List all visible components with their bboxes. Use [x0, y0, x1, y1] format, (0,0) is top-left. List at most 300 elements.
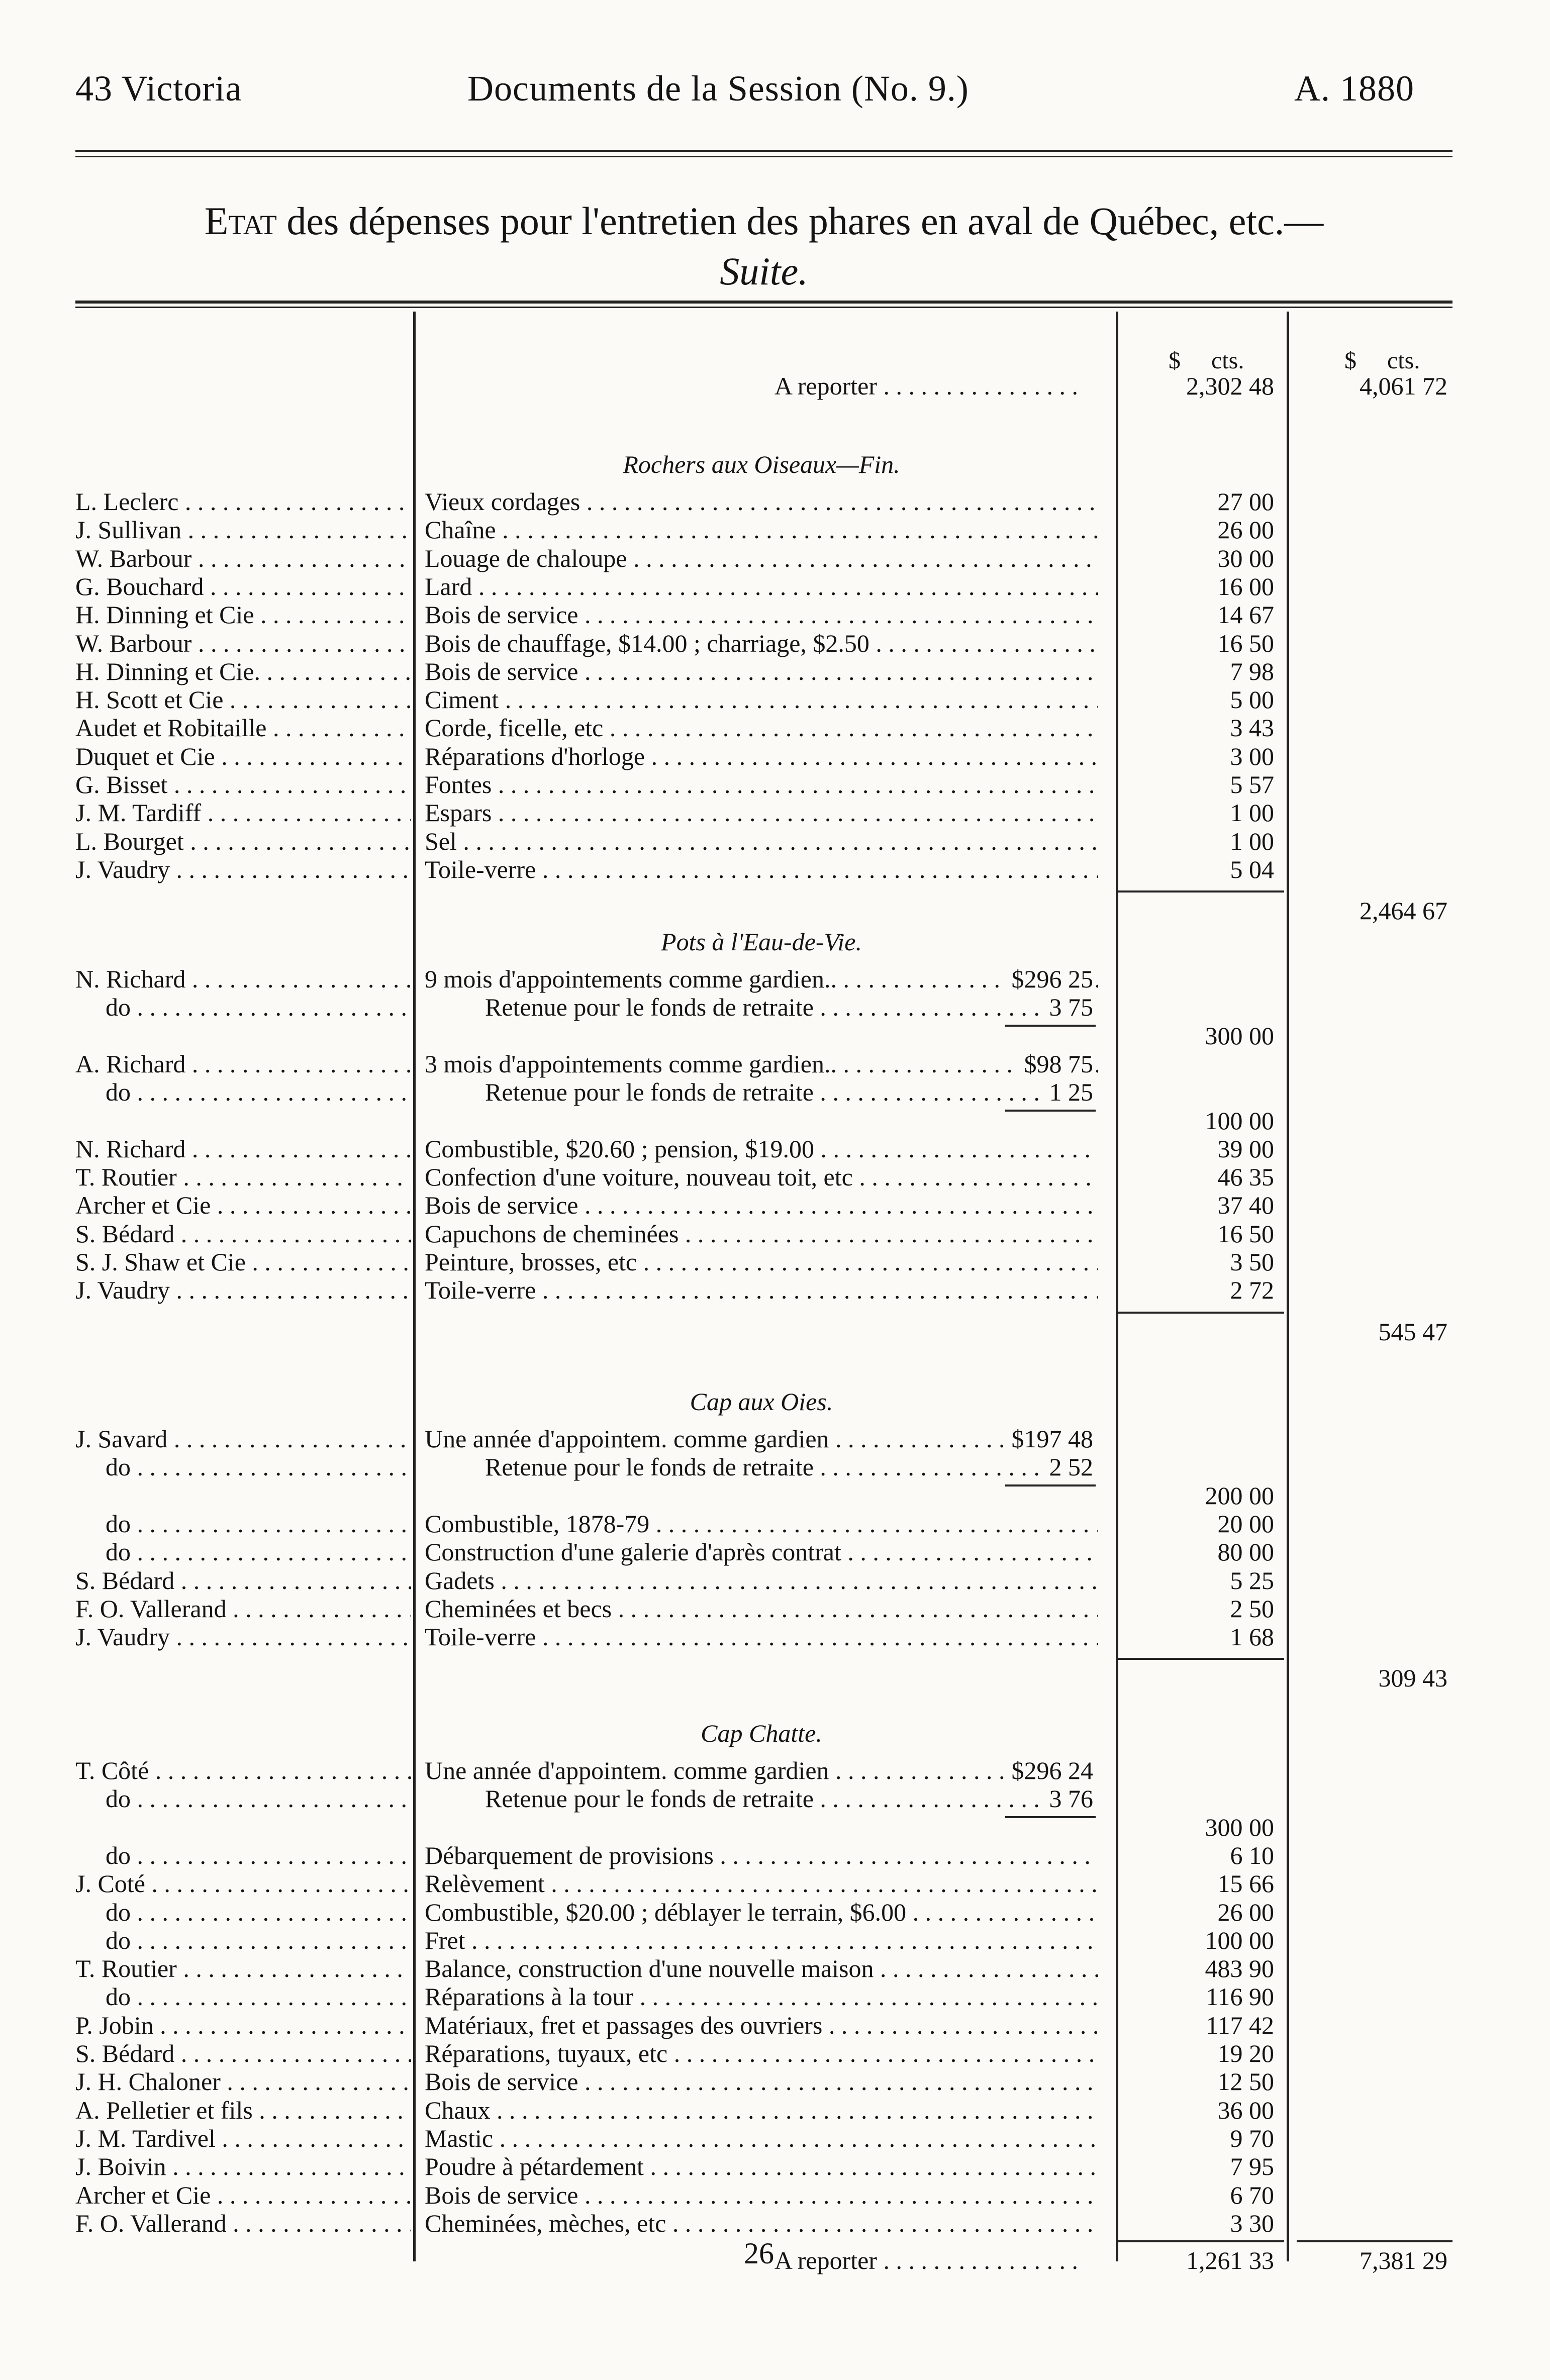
line-amount: 3 30: [1230, 2209, 1274, 2237]
payee-text: J. Coté: [75, 1869, 145, 1898]
payee-text: P. Jobin: [75, 2011, 154, 2039]
line-amount: 5 25: [1230, 1566, 1274, 1595]
payee-text: F. O. Vallerand: [75, 1594, 227, 1623]
expense-description: [425, 1425, 1098, 1453]
payee-name: [75, 2124, 411, 2152]
ledger-row: [0, 516, 1550, 544]
expense-description: [425, 2011, 1098, 2039]
payee-text: Audet et Robitaille: [75, 714, 267, 742]
expense-description: [425, 2209, 1098, 2237]
expense-description: [425, 993, 1098, 1021]
payee-name: [75, 1248, 411, 1276]
ledger-row: [0, 1926, 1550, 1954]
sub-amount: $197 48: [1005, 1425, 1094, 1453]
description-text: Combustible, 1878-79: [425, 1509, 650, 1538]
expense-description: [425, 1954, 1098, 1982]
line-amount: 26 00: [1217, 516, 1274, 544]
ledger-row: [0, 1982, 1550, 2011]
payee-text: S. Bédard: [75, 2039, 175, 2067]
line-amount: 7 98: [1230, 657, 1274, 685]
ledger-row: [0, 572, 1550, 601]
payee-name: [75, 1784, 411, 1813]
payee-name: [75, 544, 411, 572]
payee-name: [75, 2067, 411, 2096]
payee-text: J. Vaudry: [75, 1623, 170, 1651]
description-text: Bois de service: [425, 657, 578, 685]
expense-description: [425, 1538, 1098, 1566]
section-total-rule: [1118, 1658, 1284, 1660]
description-text: Confection d'une voiture, nouveau toit, etc: [425, 1163, 853, 1192]
payee-text: G. Bouchard: [75, 572, 204, 601]
line-amount: 19 20: [1217, 2039, 1274, 2067]
payee-name: [75, 685, 411, 714]
line-amount: 36 00: [1217, 2096, 1274, 2124]
payee-name: [75, 993, 411, 1021]
section-title: Pots à l'Eau-de-Vie.: [661, 928, 862, 956]
col2-dollar-head: $: [1344, 347, 1357, 374]
payee-name: [75, 1566, 411, 1595]
description-text: Cheminées et becs: [425, 1594, 612, 1623]
line-amount: 300 00: [1205, 1813, 1274, 1841]
expense-description: [425, 742, 1098, 770]
description-text: 9 mois d'appointements comme gardien..: [425, 965, 837, 993]
description-text: Louage de chaloupe: [425, 544, 627, 572]
payee-text: J. Sullivan: [75, 516, 182, 544]
description-text: Toile-verre: [425, 1623, 536, 1651]
description-text: Ciment: [425, 685, 499, 714]
section-total: 545 47: [1378, 1317, 1447, 1346]
section-title: Cap Chatte.: [701, 1719, 822, 1747]
sub-amount: 1 25: [1042, 1078, 1094, 1106]
ledger-row: [0, 993, 1550, 1021]
ledger-row: [0, 1869, 1550, 1898]
section-total-row: [0, 1318, 1550, 1346]
expense-description: [425, 1276, 1098, 1304]
payee-text: T. Routier: [75, 1163, 177, 1192]
payee-text: T. Côté: [75, 1756, 149, 1784]
ledger-row: [0, 1078, 1550, 1106]
description-text: Toile-verre: [425, 855, 536, 883]
payee-name: [75, 2209, 411, 2237]
ledger-row: [0, 2011, 1550, 2039]
line-amount: 12 50: [1217, 2067, 1274, 2096]
ledger-row: [0, 2209, 1550, 2237]
expense-description: [425, 516, 1098, 544]
payee-name: [75, 1841, 411, 1869]
payee-name: [75, 1954, 411, 1982]
sub-amount: $296 25: [1005, 965, 1094, 993]
ledger-row: [0, 2152, 1550, 2180]
expense-description: [425, 965, 1098, 993]
payee-name: [75, 1453, 411, 1481]
payee-name: [75, 629, 411, 657]
payee-name: [75, 2039, 411, 2067]
sub-amount: 3 76: [1042, 1784, 1094, 1813]
expense-description: [425, 1982, 1098, 2011]
page-number: 26: [744, 2237, 774, 2270]
ledger-row: [0, 629, 1550, 657]
payee-text: L. Bourget: [75, 827, 184, 855]
payee-name: [75, 1595, 411, 1623]
line-amount: 26 00: [1217, 1898, 1274, 1926]
description-text: Balance, construction d'une nouvelle maison: [425, 1954, 874, 1983]
line-amount: 1 00: [1230, 799, 1274, 827]
description-text: Fontes: [425, 770, 492, 799]
payee-name: [75, 965, 411, 993]
payee-name: [75, 2181, 411, 2209]
payee-text: S. J. Shaw et Cie: [75, 1248, 246, 1276]
description-text: Retenue pour le fonds de retraite: [485, 1784, 814, 1813]
line-amount: 5 00: [1230, 685, 1274, 714]
closing-rule-1: [1118, 2240, 1284, 2242]
payee-name: [75, 799, 411, 827]
payee-text: H. Dinning et Cie.: [75, 657, 261, 685]
description-text: Combustible, $20.00 ; déblayer le terrain, $6.00: [425, 1898, 907, 1926]
line-amount: 20 00: [1217, 1509, 1274, 1538]
ledger-row: [0, 1784, 1550, 1813]
line-amount: 2 72: [1230, 1276, 1274, 1305]
description-text: Gadets: [425, 1566, 495, 1595]
ledger-row: [0, 770, 1550, 799]
ledger-row: [0, 1841, 1550, 1869]
payee-name: [75, 1982, 411, 2011]
title-text: des dépenses pour l'entretien des phares en aval de Québec, etc.—: [276, 199, 1324, 243]
ledger-row: [0, 1453, 1550, 1481]
ledger-row: [0, 1276, 1550, 1304]
expense-description: [425, 1453, 1098, 1481]
ledger-row: [0, 1954, 1550, 1982]
ledger-row: [0, 1425, 1550, 1453]
ledger-row: [0, 714, 1550, 742]
payee-text: do: [106, 1784, 131, 1813]
description-text: Une année d'appointem. comme gardien: [425, 1425, 829, 1453]
line-amount: 30 00: [1217, 544, 1274, 572]
line-amount: 39 00: [1217, 1134, 1274, 1163]
description-text: Capuchons de cheminées: [425, 1219, 679, 1248]
description-text: Mastic: [425, 2124, 494, 2152]
expense-description: [425, 2067, 1098, 2096]
payee-name: [75, 827, 411, 855]
ledger-row: [0, 1163, 1550, 1191]
closing-label: A reporter . . . . . . . . . . . . . . . .: [774, 2246, 1078, 2274]
ledger-row: [0, 1022, 1550, 1050]
expense-description: [425, 2181, 1098, 2209]
payee-name: [75, 1898, 411, 1926]
payee-name: [75, 1163, 411, 1191]
line-amount: 1 68: [1230, 1623, 1274, 1651]
payee-name: [75, 770, 411, 799]
line-amount: 300 00: [1205, 1021, 1274, 1050]
opening-label: A reporter . . . . . . . . . . . . . . . .: [774, 372, 1078, 400]
ledger-row: [0, 1191, 1550, 1219]
line-amount: 46 35: [1217, 1163, 1274, 1192]
description-text: Bois de chauffage, $14.00 ; charriage, $2.50: [425, 629, 869, 657]
payee-name: [75, 487, 411, 516]
line-amount: 14 67: [1217, 601, 1274, 629]
payee-name: [75, 1191, 411, 1219]
ledger-row: [0, 1898, 1550, 1926]
description-text: Espars: [425, 799, 492, 827]
expense-description: [425, 1248, 1098, 1276]
payee-text: J. Boivin: [75, 2152, 166, 2181]
expense-description: [425, 2152, 1098, 2180]
ledger-row: [0, 2039, 1550, 2067]
payee-text: H. Scott et Cie: [75, 685, 224, 714]
description-text: Relèvement: [425, 1869, 545, 1898]
table-rule-second: [75, 307, 1452, 308]
description-text: Construction d'une galerie d'après contrat: [425, 1538, 841, 1566]
expense-description: [425, 2096, 1098, 2124]
payee-name: [75, 1135, 411, 1163]
ledger-row: [0, 827, 1550, 855]
expense-description: [425, 1926, 1098, 1954]
line-amount: 100 00: [1205, 1926, 1274, 1954]
line-amount: 15 66: [1217, 1869, 1274, 1898]
payee-name: [75, 2011, 411, 2039]
ledger-row: [0, 487, 1550, 516]
payee-text: Archer et Cie: [75, 2180, 211, 2209]
table-title: [75, 196, 1452, 296]
payee-name: [75, 714, 411, 742]
expense-description: [425, 855, 1098, 883]
description-text: Réparations d'horloge: [425, 742, 645, 770]
payee-text: F. O. Vallerand: [75, 2209, 227, 2237]
closing-reporter-row: [0, 2246, 1550, 2274]
description-text: Cheminées, mèches, etc: [425, 2209, 666, 2237]
description-text: Peinture, brosses, etc: [425, 1248, 637, 1276]
col1-dollar-head: $: [1169, 347, 1181, 374]
description-text: Fret: [425, 1926, 465, 1954]
payee-text: A. Richard: [75, 1049, 186, 1078]
closing-amount-2: 7,381 29: [1360, 2246, 1447, 2274]
payee-text: do: [106, 993, 131, 1022]
payee-text: N. Richard: [75, 1134, 186, 1163]
payee-text: H. Dinning et Cie: [75, 601, 254, 629]
section-total-row: [0, 897, 1550, 925]
payee-text: S. Bédard: [75, 1566, 175, 1595]
payee-name: [75, 1756, 411, 1784]
payee-text: J. M. Tardiff: [75, 799, 202, 827]
expense-description: [425, 1220, 1098, 1248]
closing-rule-2: [1297, 2240, 1452, 2242]
payee-name: [75, 1078, 411, 1106]
opening-reporter-row: [0, 372, 1550, 400]
ledger-row: [0, 1107, 1550, 1135]
expense-description: [425, 1595, 1098, 1623]
description-text: Retenue pour le fonds de retraite: [485, 993, 814, 1022]
payee-text: J. Vaudry: [75, 855, 170, 883]
expense-description: [425, 2039, 1098, 2067]
description-text: Lard: [425, 572, 472, 601]
ledger-row: [0, 1510, 1550, 1538]
line-amount: 483 90: [1205, 1954, 1274, 1983]
section-title: Rochers aux Oiseaux—Fin.: [623, 450, 900, 478]
ledger-row: [0, 1595, 1550, 1623]
line-amount: 37 40: [1217, 1191, 1274, 1220]
payee-text: W. Barbour: [75, 544, 192, 572]
expense-description: [425, 1756, 1098, 1784]
line-amount: 80 00: [1217, 1538, 1274, 1566]
section-total-row: [0, 1664, 1550, 1692]
line-amount: 3 50: [1230, 1248, 1274, 1276]
line-amount: 100 00: [1205, 1106, 1274, 1135]
sub-amount: 2 52: [1042, 1453, 1094, 1481]
payee-name: [75, 657, 411, 685]
description-text: Poudre à pétardement: [425, 2152, 644, 2181]
expense-description: [425, 629, 1098, 657]
payee-text: J. H. Chaloner: [75, 2067, 221, 2096]
ledger-row: [0, 799, 1550, 827]
payee-text: J. M. Tardivel: [75, 2124, 216, 2152]
expense-description: [425, 487, 1098, 516]
ledger-row: [0, 1566, 1550, 1595]
payee-name: [75, 855, 411, 883]
section-title: Cap aux Oies.: [690, 1387, 833, 1416]
ledger-row: [0, 2096, 1550, 2124]
expense-description: [425, 1869, 1098, 1898]
description-text: Corde, ficelle, etc: [425, 714, 604, 742]
opening-amount-1: 2,302 48: [1186, 372, 1274, 400]
payee-text: N. Richard: [75, 965, 186, 993]
sub-amount: 3 75: [1042, 993, 1094, 1021]
expense-description: [425, 1784, 1098, 1813]
section-total-rule: [1118, 1312, 1284, 1314]
expense-description: [425, 1191, 1098, 1219]
ledger-row: [0, 1220, 1550, 1248]
sub-amount: $296 24: [1005, 1756, 1094, 1784]
payee-text: A. Pelletier et fils: [75, 2096, 253, 2124]
title-suite: Suite.: [720, 249, 808, 293]
description-text: Bois de service: [425, 1191, 578, 1220]
description-text: Réparations, tuyaux, etc: [425, 2039, 668, 2067]
payee-name: [75, 516, 411, 544]
line-amount: 9 70: [1230, 2124, 1274, 2152]
line-amount: 7 95: [1230, 2152, 1274, 2181]
expense-description: [425, 572, 1098, 601]
line-amount: 3 00: [1230, 742, 1274, 770]
payee-text: do: [106, 1538, 131, 1566]
payee-name: [75, 1220, 411, 1248]
ledger-row: [0, 1481, 1550, 1510]
payee-text: T. Routier: [75, 1954, 177, 1983]
description-text: Bois de service: [425, 2067, 578, 2096]
payee-text: do: [106, 1509, 131, 1538]
line-amount: 117 42: [1206, 2011, 1274, 2039]
expense-description: [425, 1078, 1098, 1106]
line-amount: 5 57: [1230, 770, 1274, 799]
payee-text: S. Bédard: [75, 1219, 175, 1248]
line-amount: 16 50: [1217, 1219, 1274, 1248]
payee-name: [75, 601, 411, 629]
line-amount: 5 04: [1230, 855, 1274, 883]
description-text: Réparations à la tour: [425, 1982, 634, 2011]
payee-text: J. Vaudry: [75, 1276, 170, 1305]
expense-description: [425, 770, 1098, 799]
payee-text: L. Leclerc: [75, 487, 179, 516]
payee-name: [75, 572, 411, 601]
expense-description: [425, 685, 1098, 714]
line-amount: 6 70: [1230, 2180, 1274, 2209]
ledger-row: [0, 2181, 1550, 2209]
ledger-row: [0, 742, 1550, 770]
expense-description: [425, 657, 1098, 685]
ledger-row: [0, 1623, 1550, 1651]
ledger-row: [0, 1538, 1550, 1566]
payee-name: [75, 1050, 411, 1078]
table-rule-top: [75, 301, 1452, 304]
description-text: Débarquement de provisions: [425, 1841, 714, 1869]
expense-description: [425, 799, 1098, 827]
payee-name: [75, 1538, 411, 1566]
ledger-row: [0, 601, 1550, 629]
ledger-row: [0, 965, 1550, 993]
expense-description: [425, 827, 1098, 855]
payee-text: Duquet et Cie: [75, 742, 215, 770]
description-text: Sel: [425, 827, 457, 855]
description-text: Matériaux, fret et passages des ouvriers: [425, 2011, 823, 2039]
description-text: Retenue pour le fonds de retraite: [485, 1078, 814, 1107]
line-amount: 3 43: [1230, 714, 1274, 742]
ledger-row: [0, 1248, 1550, 1276]
expense-description: [425, 544, 1098, 572]
payee-text: do: [106, 1926, 131, 1954]
ledger-row: [0, 1813, 1550, 1841]
payee-name: [75, 2096, 411, 2124]
payee-name: [75, 1425, 411, 1453]
description-text: 3 mois d'appointements comme gardien..: [425, 1049, 837, 1078]
description-text: Toile-verre: [425, 1276, 536, 1305]
expense-description: [425, 1841, 1098, 1869]
payee-text: G. Bisset: [75, 770, 168, 799]
expense-description: [425, 2124, 1098, 2152]
payee-name: [75, 1869, 411, 1898]
sub-amount: $98 75: [1017, 1050, 1094, 1078]
ledger-row: [0, 2067, 1550, 2096]
header-rule-top: [75, 150, 1452, 152]
section-total-rule: [1118, 890, 1284, 892]
section-total: 309 43: [1378, 1664, 1447, 1693]
description-text: Chaîne: [425, 516, 496, 544]
line-amount: 200 00: [1205, 1481, 1274, 1510]
payee-text: do: [106, 1078, 131, 1107]
description-text: Bois de service: [425, 2180, 578, 2209]
ledger-row: [0, 1756, 1550, 1784]
payee-name: [75, 742, 411, 770]
closing-amount-1: 1,261 33: [1186, 2246, 1274, 2274]
col2-cents-head: cts.: [1387, 347, 1420, 374]
description-text: Vieux cordages: [425, 487, 580, 516]
expense-description: [425, 1623, 1098, 1651]
description-text: Combustible, $20.60 ; pension, $19.00: [425, 1134, 814, 1163]
line-amount: 6 10: [1230, 1841, 1274, 1869]
ledger-row: [0, 855, 1550, 883]
header-rule-bottom: [75, 156, 1452, 157]
line-amount: 16 00: [1217, 572, 1274, 601]
col1-cents-head: cts.: [1211, 347, 1244, 374]
payee-text: Archer et Cie: [75, 1191, 211, 1220]
payee-name: [75, 1623, 411, 1651]
ledger-row: [0, 685, 1550, 714]
payee-text: do: [106, 1898, 131, 1926]
description-text: Bois de service: [425, 601, 578, 629]
description-text: Une année d'appointem. comme gardien: [425, 1756, 829, 1784]
payee-text: J. Savard: [75, 1425, 168, 1453]
expense-description: [425, 1135, 1098, 1163]
ledger-row: [0, 657, 1550, 685]
expense-description: [425, 1898, 1098, 1926]
ledger-row: [0, 544, 1550, 572]
line-amount: 16 50: [1217, 629, 1274, 657]
